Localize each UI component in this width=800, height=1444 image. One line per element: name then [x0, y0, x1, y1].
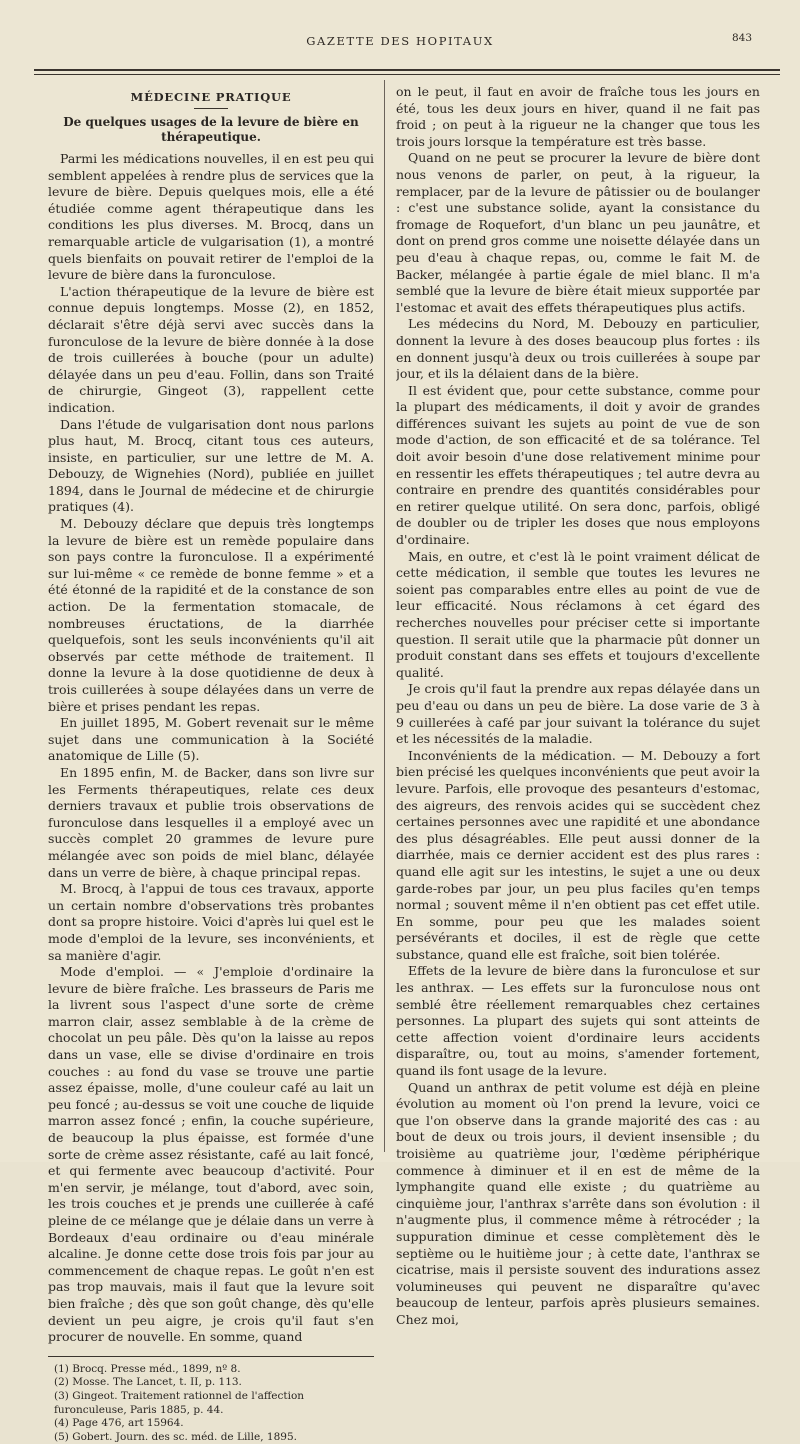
paragraph: En juillet 1895, M. Gobert revenait sur le même sujet dans une communication à la Société anatomique de Lille (5). [48, 715, 374, 764]
article-title: De quelques usages de la levure de bière en thérapeutique. [63, 115, 359, 144]
paragraph: L'action thérapeutique de la levure de bière est connue depuis longtemps. Mosse (2), en 1852, déclarait s'être déjà servi avec succès dans la furonculose de la levure de bière donnée à la dose de trois cuillerées à bouche (pour un adulte) délayée dans un peu d'eau. Follin, dans son Traité de chirurgie, Gingeot (3), rappellent cette indication. [48, 283, 374, 415]
paragraph: Les médecins du Nord, M. Debouzy en particulier, donnent la levure à des doses beaucoup plus fortes : ils en donnent jusqu'à deux ou trois cuillerées à soupe par jour, et ils la délaient dans de la bière. [396, 316, 760, 382]
paragraph: Inconvénients de la médication. — M. Debouzy a fort bien précisé les quelques inconvénients que peut avoir la levure. Parfois, elle provoque des pesanteurs d'estomac, des aigreurs, des renvois acides qui se succèdent chez certaines personnes avec une rapidité et une abondance des plus désagréables. Elle peut aussi donner de la diarrhée, mais ce dernier accident est des plus rares : quand elle agit sur les intestins, le sujet a une ou deux garde-robes par jour, un peu plus faciles qu'en temps normal ; souvent même il n'en obtient pas cet effet utile. En somme, pour peu que les malades soient persévérants et dociles, il est de règle que cette substance, quand elle est fraîche, soit bien tolérée. [396, 747, 760, 962]
footnote: (4) Page 476, art 15964. [54, 1417, 184, 1430]
right-column-text [396, 84, 760, 1329]
footnote-rule [48, 1356, 374, 1357]
paragraph: Parmi les médications nouvelles, il en est peu qui semblent appelées à rendre plus de services que la levure de bière. Depuis quelques mois, elle a été étudiée comme agent thérapeutique dans les conditions les plus diverses. M. Brocq, dans un remarquable article de vulgarisation (1), a montré quels bienfaits on pouvait retirer de l'emploi de la levure de bière dans la furonculose. [48, 151, 374, 283]
paragraph: Quand un anthrax de petit volume est déjà en pleine évolution au moment où l'on prend la levure, voici ce que l'on observe dans la grande majorité des cas : au bout de deux ou trois jours, il devient insensible ; du troisième au quatrième jour, l'œdème périphérique commence à diminuer et il en est de même de la lymphangite quand elle existe ; du quatrième au cinquième jour, l'anthrax s'arrête dans son évolution : il n'augmente plus, il commence même à rétrocéder ; la suppuration diminue et cesse complètement dès le septième ou le huitième jour ; à cette date, l'anthrax se cicatrise, mais il persiste souvent des indurations assez volumineuses qui peuvent ne disparaître qu'avec beaucoup de lenteur, parfois après plusieurs semaines. Chez moi, [396, 1079, 760, 1327]
paragraph: M. Brocq, à l'appui de tous ces travaux, apporte un certain nombre d'observations très probantes dont sa propre histoire. Voici d'après lui quel est le mode d'emploi de la levure, ses inconvénients, et sa manière d'agir. [48, 881, 374, 963]
section-title: MÉDECINE PRATIQUE [130, 90, 292, 104]
paragraph: Mais, en outre, et c'est là le point vraiment délicat de cette médication, il semble que toutes les levures ne soient pas comparables entre elles au point de vue de leur efficacité. Nous réclamons à cet égard des recherches nouvelles pour préciser cette si importante question. Il serait utile que la pharmacie pût donner un produit constant dans ses effets et toujours d'excellente qualité. [396, 548, 760, 680]
footnote: (5) Gobert. Journ. des sc. méd. de Lille, 1895. [54, 1430, 297, 1443]
paragraph: Dans l'étude de vulgarisation dont nous parlons plus haut, M. Brocq, citant tous ces auteurs, insiste, en particulier, sur une lettre de M. A. Debouzy, de Wignehies (Nord), publiée en juillet 1894, dans le Journal de médecine et de chirurgie pratiques (4). [48, 416, 374, 515]
header-rule-thin [34, 74, 780, 75]
section-rule [194, 108, 228, 109]
footnote: (3) Gingeot. Traitement rationnel de l'affection furonculeuse, Paris 1885, p. 44. [54, 1389, 305, 1416]
paragraph: Effets de la levure de bière dans la furonculose et sur les anthrax. — Les effets sur la furonculose nous ont semblé être réellement remarquables chez certaines personnes. La plupart des sujets qui sont atteints de cette affection voient d'ordinaire leurs accidents disparaître, ou, tout au moins, s'amender fortement, quand ils font usage de la levure. [396, 963, 760, 1079]
footnotes [48, 1363, 374, 1444]
footnote: (1) Brocq. Presse méd., 1899, nº 8. [54, 1362, 241, 1375]
right-column [396, 84, 760, 1329]
paragraph: Je crois qu'il faut la prendre aux repas délayée dans un peu d'eau ou dans un peu de bière. La dose varie de 3 à 9 cuillerées à café par jour suivant la tolérance du sujet et les nécessités de la maladie. [396, 681, 760, 747]
paragraph: Quand on ne peut se procurer la levure de bière dont nous venons de parler, on peut, à la rigueur, la remplacer, par de la levure de pâtissier ou de boulanger : c'est une substance solide, ayant la consistance du fromage de Roquefort, d'un blanc un peu jaunâtre, et dont on prend gros comme une noisette délayée dans un peu d'eau à chaque repas, ou, comme le fait M. de Backer, mélangée à partie égale de miel blanc. Il m'a semblé que la levure de bière était mieux supportée par l'estomac et avait des effets thérapeutiques plus actifs. [396, 150, 760, 315]
left-column [48, 84, 374, 1444]
paragraph: Il est évident que, pour cette substance, comme pour la plupart des médicaments, il doit y avoir de grandes différences suivant les sujets au point de vue de son mode d'action, de son efficacité et de sa tolérance. Tel doit avoir besoin d'une dose relativement minime pour en ressentir les effets thérapeutiques ; tel autre devra au contraire en prendre des quantités considérables pour en retirer quelque utilité. On sera donc, parfois, obligé de doubler ou de tripler les doses que nous employons d'ordinaire. [396, 382, 760, 548]
left-column-text [48, 151, 374, 1346]
page-number: 843 [731, 32, 752, 44]
footnote: (2) Mosse. The Lancet, t. II, p. 113. [54, 1376, 242, 1389]
paragraph: on le peut, il faut en avoir de fraîche tous les jours en été, tous les deux jours en hiver, quand il ne fait pas froid ; on peut à la rigueur ne la changer que tous les trois jours lorsque la température est très basse. [396, 84, 760, 149]
paragraph: Mode d'emploi. — « J'emploie d'ordinaire la levure de bière fraîche. Les brasseurs de Paris me la livrent sous l'aspect d'une sorte de crème marron clair, assez semblable à de la crème de chocolat un peu pâle. Dès qu'on la laisse au repos dans un vase, elle se divise d'ordinaire en trois couches : au fond du vase se trouve une partie assez épaisse, molle, d'une couleur café au lait un peu foncé ; au-dessus se voit une couche de liquide marron assez foncé ; enfin, la couche supérieure, de beaucoup la plus épaisse, est formée d'une sorte de crème assez résistante, café au lait foncé, et qui fermente avec beaucoup d'activité. Pour m'en servir, je mélange, tout d'abord, avec soin, les trois couches et je prends une cuillerée à café pleine de ce mélange que je délaie dans un verre à Bordeaux d'eau ordinaire ou d'eau minérale alcaline. Je donne cette dose trois fois par jour au commencement de chaque repas. Le goût n'en est pas trop mauvais, mais il faut que la levure soit bien fraîche ; dès que son goût change, dès qu'elle devient un peu aigre, je crois qu'il faut s'en procurer de nouvelle. En somme, quand [48, 964, 374, 1345]
header-rule-thick [34, 69, 780, 71]
running-title: GAZETTE DES HOPITAUX [306, 34, 494, 48]
column-divider [384, 80, 385, 1152]
paragraph: M. Debouzy déclare que depuis très longtemps la levure de bière est un remède populaire dans son pays contre la furonculose. Il a expérimenté sur lui-même « ce remède de bonne femme » et a été étonné de la rapidité et de la constance de son action. De la fermentation stomacale, de nombreuses éructations, de la diarrhée quelquefois, sont les seuls inconvénients qu'il ait observés par cette méthode de traitement. Il donne la levure à la dose quotidienne de deux à trois cuillerées à soupe délayées dans un verre de bière et prises pendant les repas. [48, 516, 374, 714]
paragraph: En 1895 enfin, M. de Backer, dans son livre sur les Ferments thérapeutiques, relate ces deux derniers travaux et publie trois observations de furonculose dans lesquelles il a employé avec un succès complet 20 grammes de levure pure mélangée avec son poids de miel blanc, délayée dans un verre de bière, à chaque principal repas. [48, 764, 374, 880]
